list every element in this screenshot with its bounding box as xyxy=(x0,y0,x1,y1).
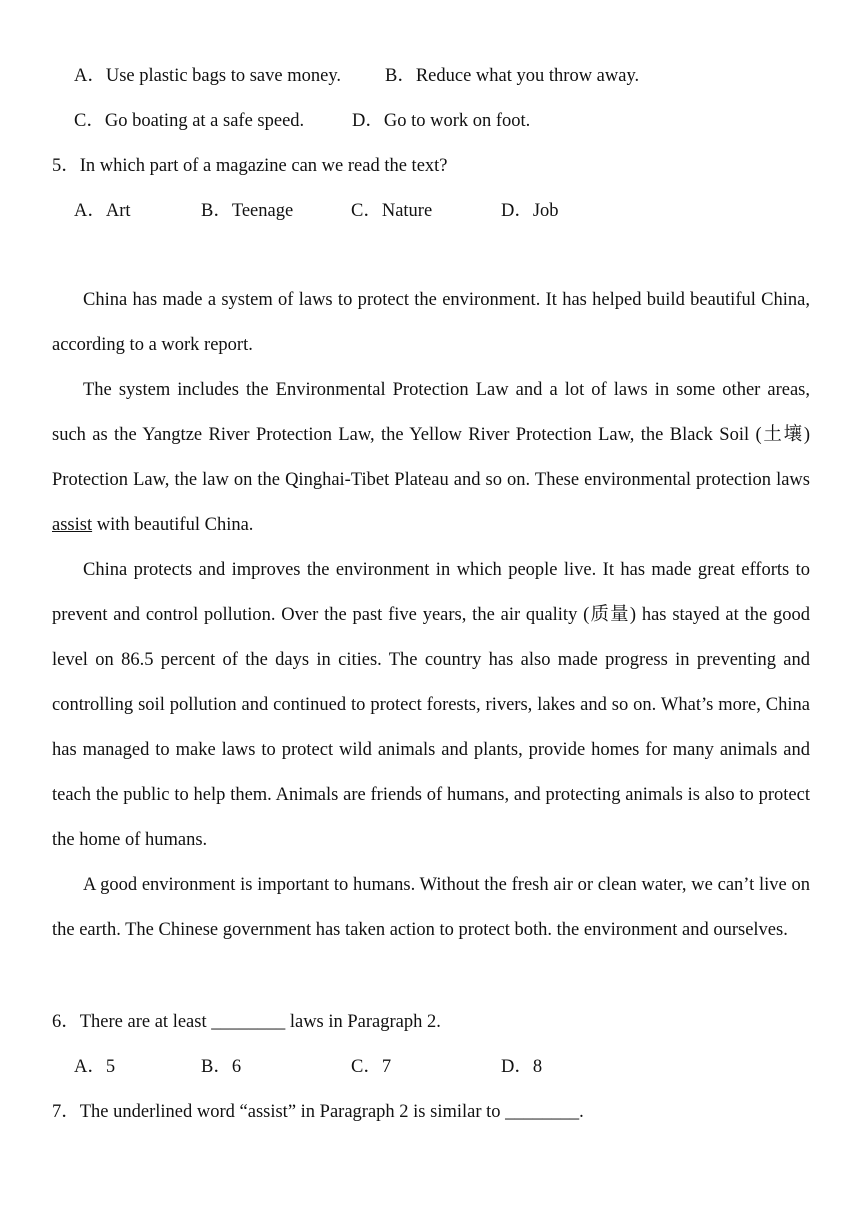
q6-option-d: D．8 xyxy=(501,1057,543,1077)
q5-option-d: D．Job xyxy=(501,201,559,221)
q6-option-c: C．7 xyxy=(351,1057,392,1077)
q5-option-a: A．Art xyxy=(74,201,131,221)
passage-paragraph-1: China has made a system of laws to protect the environment. It has helped build beautiful China, according to a work report. xyxy=(52,290,810,355)
passage-paragraph-2-text-b: with beautiful China. xyxy=(92,515,254,535)
q5-option-b: B．Teenage xyxy=(201,201,294,221)
q4-option-a: A．Use plastic bags to save money. xyxy=(74,66,341,86)
q4-option-c: C．Go boating at a safe speed. xyxy=(74,111,305,131)
q7-stem: 7．The underlined word “assist” in Paragraph 2 is similar to ________. xyxy=(52,1102,584,1122)
passage-paragraph-2 xyxy=(52,368,810,548)
q5-stem: 5．In which part of a magazine can we read the text? xyxy=(52,156,448,176)
q6-option-b: B．6 xyxy=(201,1057,242,1077)
q4-option-b: B．Reduce what you throw away. xyxy=(385,66,640,86)
q5-option-c: C．Nature xyxy=(351,201,433,221)
passage-paragraph-2-text-a: The system includes the Environmental Protection Law and a lot of laws in some other areas, such as the Yangtze River Protection Law, the Yellow River Protection Law, the Black Soil (土壤) Protection Law, the law on the Qinghai-Tibet Plateau and so on. These environmental protection laws xyxy=(52,380,810,490)
passage-paragraph-3: China protects and improves the environment in which people live. It has made great efforts to prevent and control pollution. Over the past five years, the air quality (质量) has stayed at the good level on 86.5 percent of the days in cities. The country has also made progress in preventing and controlling soil pollution and continued to protect forests, rivers, lakes and so on. What’s more, China has managed to make laws to protect wild animals and plants, provide homes for many animals and teach the public to help them. Animals are friends of humans, and protecting animals is also to protect the home of humans. xyxy=(52,560,810,850)
underlined-word-assist: assist xyxy=(52,515,93,535)
q4-option-d: D．Go to work on foot. xyxy=(352,111,531,131)
q6-option-a: A．5 xyxy=(74,1057,116,1077)
passage-paragraph-4: A good environment is important to humans. Without the fresh air or clean water, we can’t live on the earth. The Chinese government has taken action to protect both. the environment and ourselves. xyxy=(52,875,810,940)
q6-stem: 6．There are at least ________ laws in Paragraph 2. xyxy=(52,1012,441,1032)
